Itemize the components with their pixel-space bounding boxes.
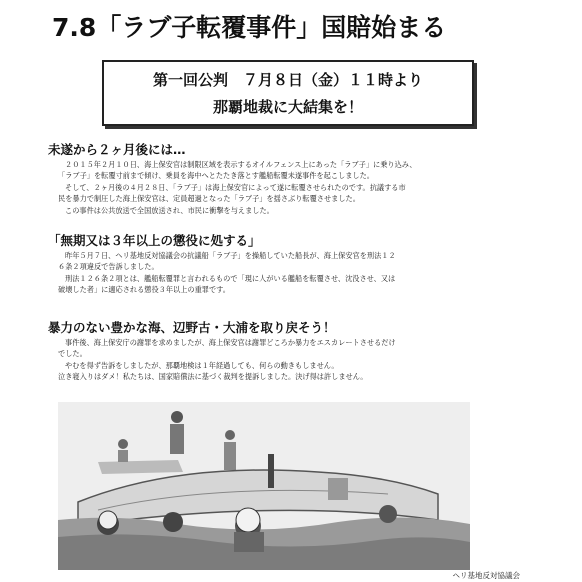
credit-label: ヘリ基地反対協議会 [452,571,520,580]
section-heading-1: 未遂から２ヶ月後には… [48,142,186,157]
body-line: 泣き寝入りはダメ！私たちは、国家賠償法に基づく裁判を提訴しました。決げ得は許しません。 [58,372,368,382]
section-heading-2: 「無期又は３年以上の懲役に処する」 [48,233,261,248]
body-line: そして、２ヶ月後の４月２８日、「ラブ子」は海上保安官によって遂に転覆させられたのです。抗議する市 [65,182,406,192]
body-line: ６条２項違反で告訴しました。 [58,262,159,272]
photo-illustration [58,402,470,570]
body-line: この事件は公共放送で全国放送され、市民に衝撃を与えました。 [65,205,274,215]
announcement-box [102,60,474,126]
capsized-boat-photo [58,402,470,570]
body-line: でした。 [58,349,87,359]
body-line: 昨年５月７日、ヘリ基地反対協議会の抗議船「ラブ子」を操船していた船長が、海上保安官を刑法１２ [65,251,396,260]
section-heading-3: 暴力のない豊かな海、辺野古・大浦を取り戻そう！ [48,320,336,335]
body-line: ２０１５年２月１０日、海上保安官は制限区域を表示するオイルフェンス上にあった「ラブ子」に乗り込み、 [65,160,417,169]
body-line: 破壊した者」に適応される懲役３年以上の重罪です。 [58,285,230,295]
body-line: 「ラブ子」を転覆寸前まで傾け、乗員を海中へとたたき落とす艦船転覆未遂事件を起こしました。 [58,171,374,181]
page-title: 7.8「ラブ子転覆事件」国賠始まる [52,13,447,42]
section-body-2 [58,250,528,296]
body-line: 刑法１２６条２項とは、艦船転覆罪と言われるもので「現に人がいる艦船を転覆させ、沈没させ、又は [65,273,396,283]
section-body-3 [58,337,528,383]
body-line: 民を暴力で制圧した海上保安官は、定員超過となった「ラブ子」を揺さぶり転覆させました。 [58,194,360,204]
body-line: やむを得ず告訴をしましたが、那覇地検は１年経過しても、何らの動きもしません。 [65,360,339,370]
section-body-1 [58,159,528,216]
announcement-line-2: 那覇地裁に大結集を！ [212,98,363,116]
announcement-line-1: 第一回公判 ７月８日（金）１１時より [152,71,423,89]
body-line: 事件後、海上保安庁の謝罪を求めましたが、海上保安官は謝罪どころか暴力をエスカレートさせるだけ [65,338,396,347]
